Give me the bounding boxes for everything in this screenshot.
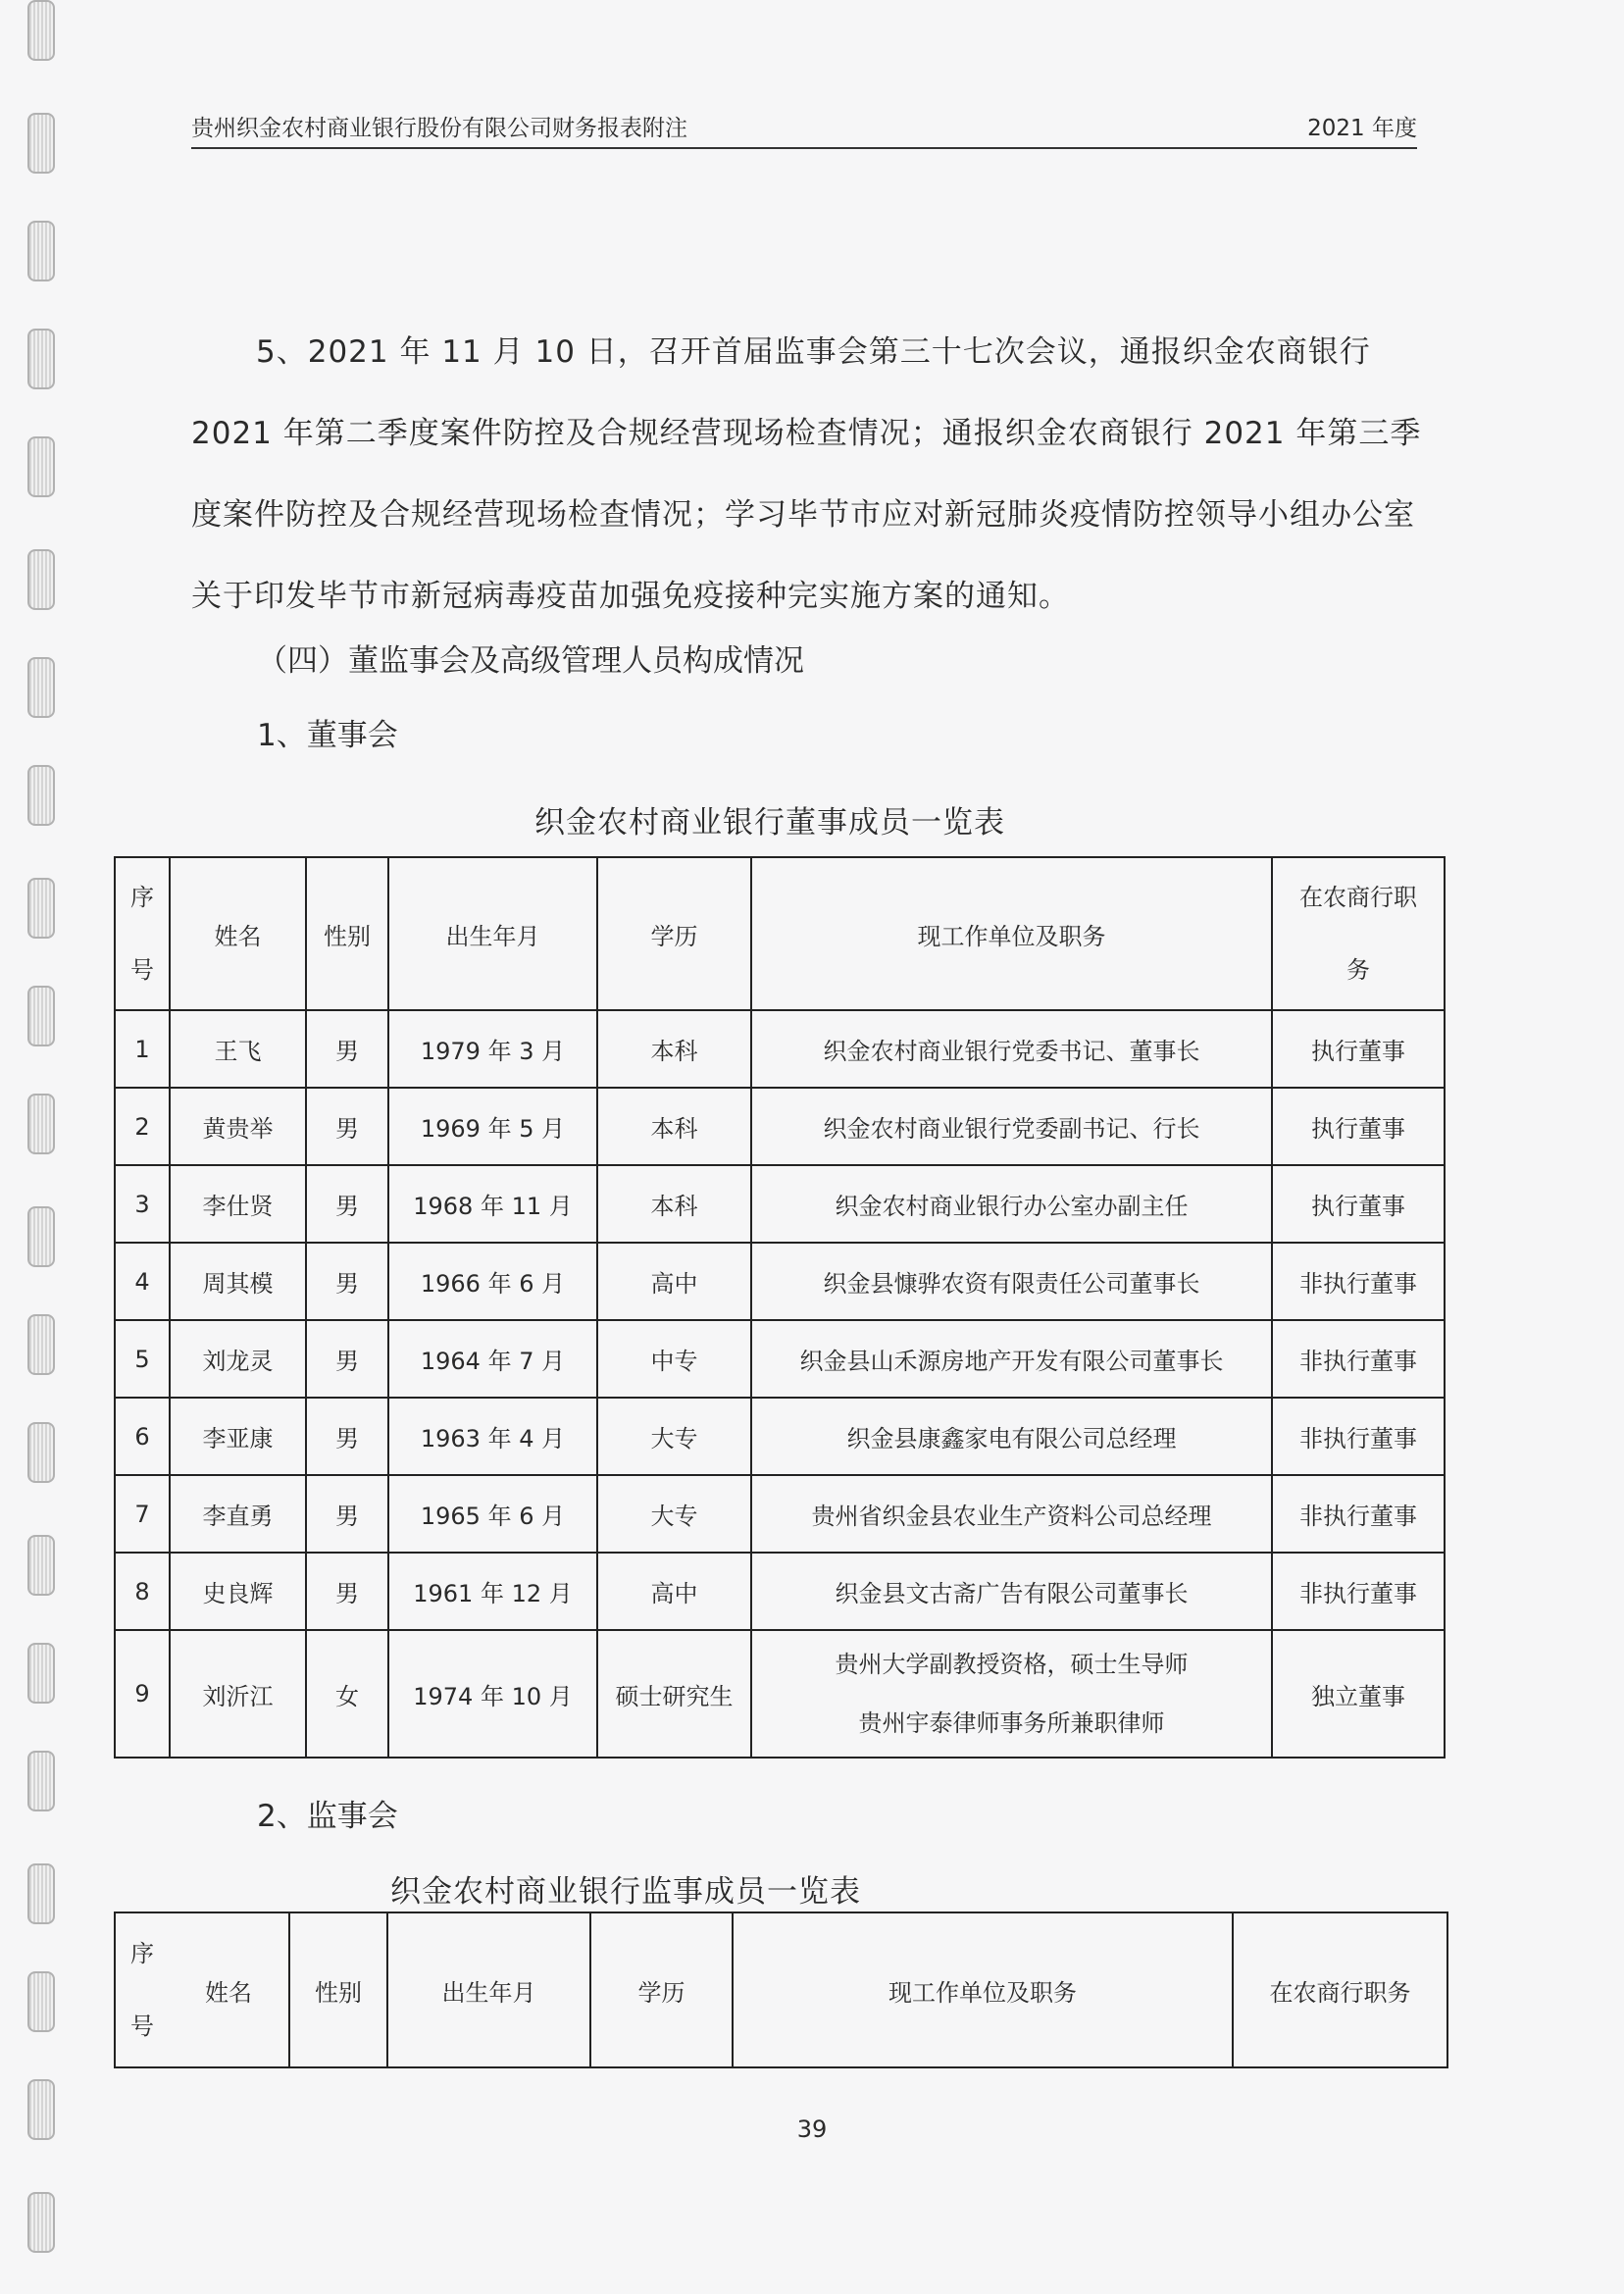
table-row — [115, 1630, 1445, 1758]
cell-gender: 男 — [306, 1398, 388, 1475]
cell-seq: 9 — [115, 1630, 170, 1758]
cell-gender: 男 — [306, 1010, 388, 1088]
cell-name: 刘龙灵 — [170, 1320, 306, 1398]
cell-education: 大专 — [597, 1398, 751, 1475]
col-education: 学历 — [590, 1912, 733, 2067]
cell-position: 非执行董事 — [1272, 1320, 1445, 1398]
col-birth: 出生年月 — [387, 1912, 590, 2067]
col-seq: 序 号 — [115, 857, 170, 1010]
col-gender: 性别 — [306, 857, 388, 1010]
cell-education: 中专 — [597, 1320, 751, 1398]
table-row — [115, 1165, 1445, 1243]
cell-seq: 7 — [115, 1475, 170, 1553]
cell-seq: 1 — [115, 1010, 170, 1088]
cell-birth: 1974 年 10 月 — [388, 1630, 597, 1758]
cell-gender: 男 — [306, 1475, 388, 1553]
cell-position: 执行董事 — [1272, 1165, 1445, 1243]
header-year: 2021 年度 — [1307, 116, 1417, 141]
table-row — [115, 1553, 1445, 1630]
binding-holes — [27, 0, 57, 2294]
cell-education: 硕士研究生 — [597, 1630, 751, 1758]
cell-education: 高中 — [597, 1243, 751, 1320]
cell-seq: 6 — [115, 1398, 170, 1475]
col-gender: 性别 — [289, 1912, 387, 2067]
col-education: 学历 — [597, 857, 751, 1010]
cell-birth: 1963 年 4 月 — [388, 1398, 597, 1475]
cell-birth: 1979 年 3 月 — [388, 1010, 597, 1088]
page-header — [191, 108, 1417, 149]
cell-name: 刘沂江 — [170, 1630, 306, 1758]
col-work: 现工作单位及职务 — [751, 857, 1272, 1010]
cell-work: 织金县文古斋广告有限公司董事长 — [751, 1553, 1272, 1630]
cell-position: 非执行董事 — [1272, 1553, 1445, 1630]
page-number: 39 — [796, 2116, 828, 2143]
table-row — [115, 1320, 1445, 1398]
header-title: 贵州织金农村商业银行股份有限公司财务报表附注 — [191, 116, 687, 141]
table-header-row — [115, 1912, 1447, 2067]
table1-caption: 织金农村商业银行董事成员一览表 — [534, 805, 1005, 841]
board-table — [114, 856, 1446, 1759]
section-heading: （四）董监事会及高级管理人员构成情况 — [257, 643, 804, 679]
cell-work: 织金农村商业银行党委书记、董事长 — [751, 1010, 1272, 1088]
cell-education: 大专 — [597, 1475, 751, 1553]
cell-position: 非执行董事 — [1272, 1398, 1445, 1475]
cell-birth: 1964 年 7 月 — [388, 1320, 597, 1398]
cell-seq: 3 — [115, 1165, 170, 1243]
body-paragraph — [191, 312, 1427, 637]
table-row — [115, 1088, 1445, 1165]
cell-work: 贵州省织金县农业生产资料公司总经理 — [751, 1475, 1272, 1553]
cell-name: 黄贵举 — [170, 1088, 306, 1165]
cell-birth: 1961 年 12 月 — [388, 1553, 597, 1630]
cell-education: 高中 — [597, 1553, 751, 1630]
col-seq: 序 号 — [130, 1940, 154, 2040]
table-row — [115, 1010, 1445, 1088]
col-name: 姓名 — [170, 857, 306, 1010]
cell-gender: 男 — [306, 1320, 388, 1398]
table-row — [115, 1475, 1445, 1553]
cell-birth: 1966 年 6 月 — [388, 1243, 597, 1320]
subsection-board: 1、董事会 — [257, 718, 398, 753]
cell-seq: 8 — [115, 1553, 170, 1630]
cell-birth: 1969 年 5 月 — [388, 1088, 597, 1165]
cell-work — [751, 1630, 1272, 1758]
cell-gender: 男 — [306, 1088, 388, 1165]
cell-work: 织金农村商业银行党委副书记、行长 — [751, 1088, 1272, 1165]
cell-education: 本科 — [597, 1088, 751, 1165]
cell-work: 织金农村商业银行办公室办副主任 — [751, 1165, 1272, 1243]
cell-seq: 4 — [115, 1243, 170, 1320]
cell-education: 本科 — [597, 1165, 751, 1243]
cell-seq: 5 — [115, 1320, 170, 1398]
col-birth: 出生年月 — [388, 857, 597, 1010]
paragraph-text: 5、2021 年 11 月 10 日，召开首届监事会第三十七次会议，通报织金农商银行 2021 年第二季度案件防控及合规经营现场检查情况；通报织金农商银行 2021 年第三季度案件防控及合规经营现场检查情况；学习毕节市应对新冠肺炎疫情防控领导小组办公室关于印发毕节市新冠病毒疫苗加强免疫接种完实施方案的通知。 — [191, 334, 1422, 614]
cell-gender: 男 — [306, 1243, 388, 1320]
col-position: 在农商行职务 — [1233, 1912, 1447, 2067]
subsection-supervisory-board: 2、监事会 — [257, 1799, 398, 1834]
cell-name: 王飞 — [170, 1010, 306, 1088]
col-work: 现工作单位及职务 — [733, 1912, 1233, 2067]
cell-gender: 男 — [306, 1553, 388, 1630]
cell-name: 李仕贤 — [170, 1165, 306, 1243]
table-header-row — [115, 857, 1445, 1010]
cell-position: 非执行董事 — [1272, 1475, 1445, 1553]
cell-position: 执行董事 — [1272, 1088, 1445, 1165]
cell-name: 李直勇 — [170, 1475, 306, 1553]
cell-work: 织金县慷骅农资有限责任公司董事长 — [751, 1243, 1272, 1320]
table-row — [115, 1398, 1445, 1475]
table2-caption: 织金农村商业银行监事成员一览表 — [390, 1874, 861, 1910]
cell-name: 周其模 — [170, 1243, 306, 1320]
supervisor-table — [114, 1912, 1448, 2068]
cell-gender: 女 — [306, 1630, 388, 1758]
cell-position: 独立董事 — [1272, 1630, 1445, 1758]
cell-birth: 1965 年 6 月 — [388, 1475, 597, 1553]
work-line-1: 贵州大学副教授资格，硕士生导师 — [835, 1651, 1189, 1678]
cell-position: 非执行董事 — [1272, 1243, 1445, 1320]
cell-education: 本科 — [597, 1010, 751, 1088]
cell-name: 史良辉 — [170, 1553, 306, 1630]
cell-work: 织金县山禾源房地产开发有限公司董事长 — [751, 1320, 1272, 1398]
cell-position: 执行董事 — [1272, 1010, 1445, 1088]
col-name: 姓名 — [205, 1978, 252, 2007]
cell-work: 织金县康鑫家电有限公司总经理 — [751, 1398, 1272, 1475]
col-position: 在农商行职 务 — [1272, 857, 1445, 1010]
cell-name: 李亚康 — [170, 1398, 306, 1475]
cell-birth: 1968 年 11 月 — [388, 1165, 597, 1243]
table-row — [115, 1243, 1445, 1320]
work-line-2: 贵州宇泰律师事务所兼职律师 — [858, 1709, 1165, 1737]
col-seq-name — [115, 1912, 289, 2067]
cell-seq: 2 — [115, 1088, 170, 1165]
cell-gender: 男 — [306, 1165, 388, 1243]
